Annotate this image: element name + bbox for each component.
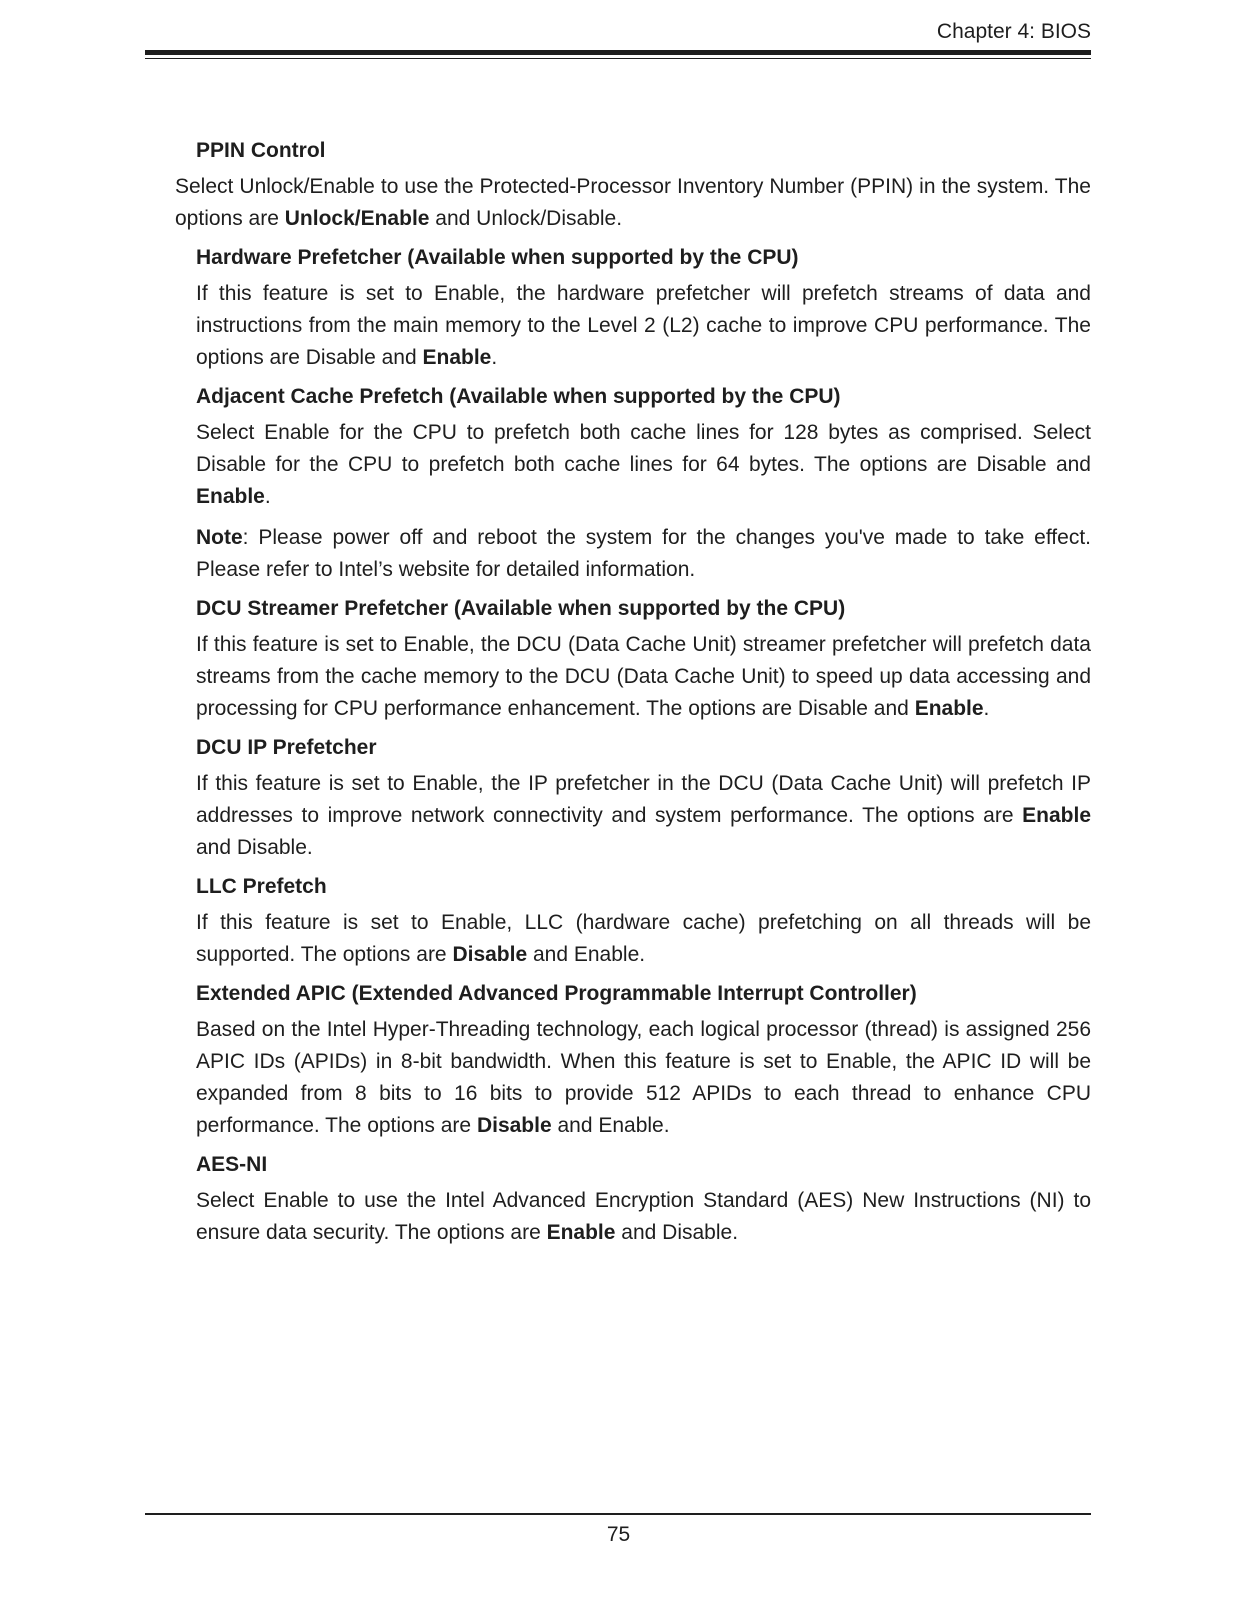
paragraph-text: . [491, 346, 498, 369]
section-heading: Adjacent Cache Prefetch (Available when supported by the CPU) [196, 385, 841, 408]
document-body [175, 137, 1091, 1258]
header-rule-thin [145, 58, 1091, 59]
section-heading: AES-NI [196, 1153, 268, 1176]
section [175, 137, 1091, 235]
section-heading: LLC Prefetch [196, 875, 327, 898]
section-paragraph [196, 522, 1091, 586]
paragraph-text: Select Unlock/Enable to use the Protected-Processor Inventory Number (PPIN) in the system. The options are [175, 175, 1091, 230]
section-heading: Hardware Prefetcher (Available when supported by the CPU) [196, 246, 799, 269]
section-paragraph [196, 629, 1091, 725]
header-rule-thick [145, 50, 1091, 55]
section-paragraph [175, 171, 1091, 235]
emphasized-text: Enable [1022, 804, 1091, 827]
section-heading: DCU Streamer Prefetcher (Available when supported by the CPU) [196, 597, 846, 620]
section [196, 734, 1091, 864]
section-paragraph [196, 1185, 1091, 1249]
section-paragraph [196, 1014, 1091, 1142]
chapter-header: Chapter 4: BIOS [936, 20, 1091, 43]
section [196, 1151, 1091, 1249]
emphasized-text: Enable [422, 346, 492, 369]
paragraph-text: If this feature is set to Enable, the hardware prefetcher will prefetch streams of data and instructions from the main memory to the Level 2 (L2) cache to improve CPU performance. The options are Disable and [196, 282, 1091, 369]
section-paragraph [196, 417, 1091, 513]
emphasized-text: Enable [196, 485, 265, 508]
emphasized-text: Disable [452, 943, 528, 966]
emphasized-text: Note [196, 526, 243, 549]
section-paragraph [196, 768, 1091, 864]
page-number: 75 [606, 1523, 631, 1546]
paragraph-text: If this feature is set to Enable, the DCU (Data Cache Unit) streamer prefetcher will prefetch data streams from the cache memory to the DCU (Data Cache Unit) to speed up data accessing and processing for CPU performance enhancement. The options are Disable and [196, 633, 1091, 720]
emphasized-text: Enable [914, 697, 984, 720]
section [196, 980, 1091, 1142]
section-heading: PPIN Control [196, 139, 326, 162]
paragraph-text: If this feature is set to Enable, the IP prefetcher in the DCU (Data Cache Unit) will prefetch IP addresses to improve network connectivity and system performance. The options are [196, 772, 1091, 827]
paragraph-text: Based on the Intel Hyper-Threading technology, each logical processor (thread) is assigned 256 APIC IDs (APIDs) in 8-bit bandwidth. When this feature is set to Enable, the APIC ID will be expanded from 8 bits to 16 bits to provide 512 APIDs to each thread to enhance CPU performance. The options are [196, 1018, 1091, 1137]
paragraph-text: . [264, 485, 271, 508]
paragraph-text: and Disable. [615, 1221, 739, 1244]
footer-rule [145, 1513, 1091, 1515]
paragraph-text: : Please power off and reboot the system for the changes you've made to take effect. Please refer to Intel’s website for detailed information. [196, 526, 1091, 581]
emphasized-text: Enable [546, 1221, 616, 1244]
paragraph-text: and Disable. [196, 836, 313, 859]
paragraph-text: and Unlock/Disable. [429, 207, 623, 230]
section [196, 873, 1091, 971]
section-paragraph [196, 278, 1091, 374]
paragraph-text: . [983, 697, 990, 720]
section [196, 244, 1091, 374]
section-heading: DCU IP Prefetcher [196, 736, 377, 759]
paragraph-text: If this feature is set to Enable, LLC (hardware cache) prefetching on all threads will be supported. The options are [196, 911, 1091, 966]
section-paragraph [196, 907, 1091, 971]
section [196, 595, 1091, 725]
section [196, 383, 1091, 586]
paragraph-text: and Enable. [551, 1114, 670, 1137]
emphasized-text: Unlock/Enable [284, 207, 430, 230]
section-heading: Extended APIC (Extended Advanced Programmable Interrupt Controller) [196, 982, 917, 1005]
paragraph-text: Select Enable for the CPU to prefetch both cache lines for 128 bytes as comprised. Select Disable for the CPU to prefetch both cache lines for 64 bytes. The options are Disable and [196, 421, 1091, 476]
emphasized-text: Disable [476, 1114, 552, 1137]
paragraph-text: and Enable. [527, 943, 646, 966]
paragraph-text: Select Enable to use the Intel Advanced Encryption Standard (AES) New Instructions (NI) to ensure data security. The options are [196, 1189, 1091, 1244]
